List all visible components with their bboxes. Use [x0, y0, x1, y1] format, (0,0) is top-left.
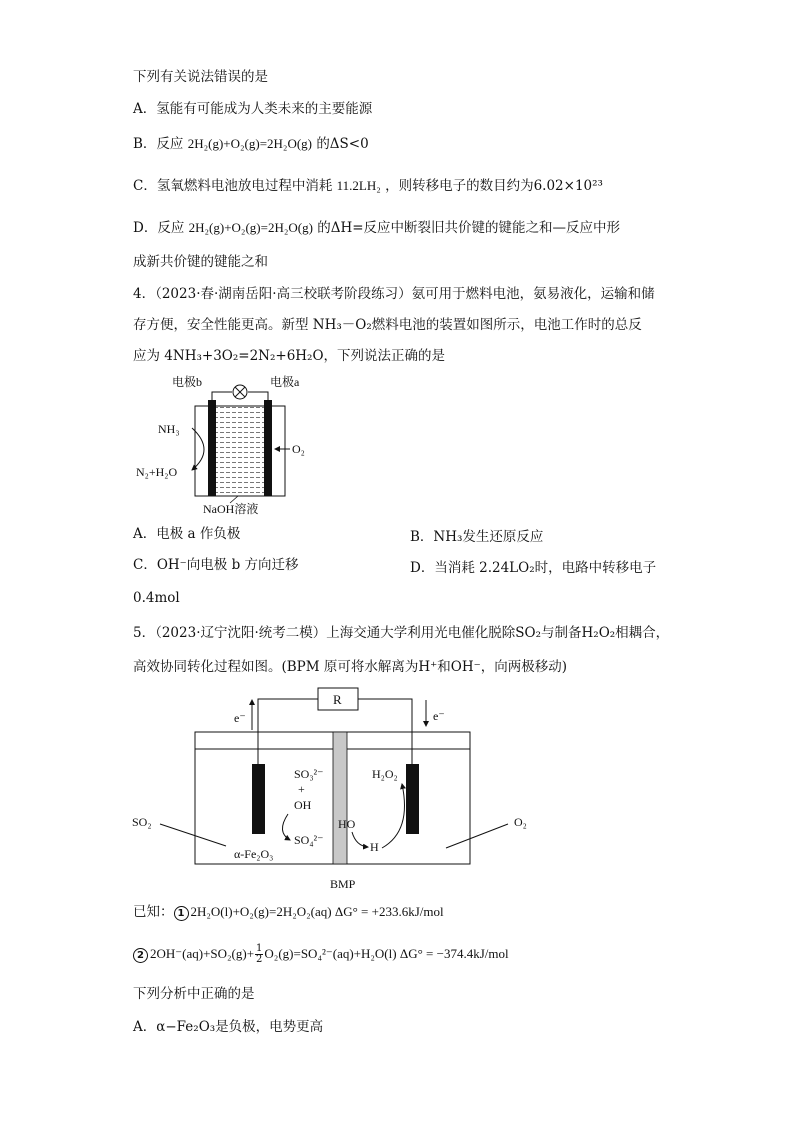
label-so4: SO₄²⁻ — [294, 833, 324, 847]
q5-question: 下列分析中正确的是 — [133, 986, 255, 1002]
label-electrode-b: 电极b — [172, 375, 203, 389]
fraction-one-half: $\frac{1}{2}$ — [256, 943, 263, 965]
label-electrode-a: 电极a — [270, 375, 300, 389]
q5-stem-line1: 5．（2023·辽宁沈阳·统考二模）上海交通大学利用光电催化脱除SO₂与制备H₂O₂相耦合， — [133, 625, 670, 641]
q4-stem-line2: 存方便，安全性能更高。新型 NH₃－O₂燃料电池的装置如图所示，电池工作时的总反 — [133, 317, 642, 333]
cathode — [406, 764, 419, 834]
label-n2-h2o: N₂+H₂O — [136, 465, 178, 479]
label-o2: O₂ — [514, 815, 527, 829]
label-oh: OH — [294, 798, 312, 812]
q3-option-d-equation: 2H₂(g)+O₂(g)=2H₂O(g) — [188, 220, 313, 235]
label-so2: SO₂ — [132, 815, 152, 829]
label-naoh-solution: NaOH溶液 — [203, 502, 259, 516]
q3-option-d: D．反应 2H₂(g)+O₂(g)=2H₂O(g) 的ΔH=反应中断裂旧共价键的键能之和—反应中形 — [133, 220, 621, 236]
q3-stem: 下列有关说法错误的是 — [133, 69, 268, 85]
q5-known-eq1: 已知： 1 2H₂O(l)+O₂(g)=2H₂O₂(aq) ΔG° = +233.6kJ/mol — [133, 904, 444, 920]
q5-electrolysis-figure — [130, 686, 550, 896]
q4-option-d: D．当消耗 2.24LO₂时，电路中转移电子 — [410, 560, 657, 576]
q4-stem-line3: 应为 4NH₃+3O₂=2N₂+6H₂O，下列说法正确的是 — [133, 348, 446, 364]
q4-stem-line1: 4．（2023·春·湖南岳阳·高三校联考阶段练习）氨可用于燃料电池，氨易液化，运输和储 — [133, 286, 655, 302]
q5-known-eq2: 2 2OH⁻(aq)+SO₂(g)+ $\frac{1}{2}$ O₂(g)=SO₄²⁻(aq)+H₂O(l) ΔG° = −374.4kJ/mol — [133, 944, 509, 965]
electrolytic-cell — [195, 732, 470, 864]
q4-option-c: C．OH⁻向电极 b 方向迁移 — [133, 557, 299, 573]
bpm-membrane — [333, 732, 347, 864]
photoanode — [252, 764, 265, 834]
q4-fuel-cell-figure — [130, 370, 330, 520]
label-ho: HO — [338, 817, 356, 831]
electrode-b — [208, 400, 216, 496]
q4-option-b: B．NH₃发生还原反应 — [410, 529, 544, 545]
q3-option-b: B．反应 2H₂(g)+O₂(g)=2H₂O(g) 的ΔS<0 — [133, 136, 369, 152]
label-o2: O₂ — [292, 442, 305, 456]
q3-option-b-equation: 2H₂(g)+O₂(g)=2H₂O(g) — [187, 136, 313, 151]
q3-option-a: A．氢能有可能成为人类未来的主要能源 — [133, 101, 373, 117]
q5-stem-line2: 高效协同转化过程如图。(BPM 原可将水解离为H⁺和OH⁻，向两极移动) — [133, 659, 568, 675]
q4-option-a: A．电极 a 作负极 — [133, 526, 241, 542]
label-e-left: e⁻ — [234, 711, 246, 725]
label-r: R — [333, 692, 342, 707]
label-e-right: e⁻ — [433, 709, 445, 723]
q5-option-a: A．α−Fe₂O₃是负极，电势更高 — [133, 1019, 324, 1035]
q3-option-c: C．氢氧燃料电池放电过程中消耗 11.2LH₂ ，则转移电子的数目约为6.02×10²³ — [133, 178, 603, 194]
q4-option-d-continued: 0.4mol — [133, 590, 180, 606]
label-h: H — [370, 840, 379, 854]
label-fe2o3: α-Fe₂O₃ — [234, 847, 274, 861]
svg-text:+: + — [298, 782, 305, 796]
electrode-a — [264, 400, 272, 496]
label-nh3: NH₃ — [158, 422, 180, 436]
circled-number-2: 2 — [133, 948, 148, 963]
label-h2o2: H₂O₂ — [372, 767, 398, 781]
label-bmp: BMP — [330, 877, 356, 891]
label-so3: SO₃²⁻ — [294, 767, 324, 781]
circled-number-1: 1 — [174, 906, 189, 921]
q3-option-d-continued: 成新共价键的键能之和 — [133, 254, 268, 270]
